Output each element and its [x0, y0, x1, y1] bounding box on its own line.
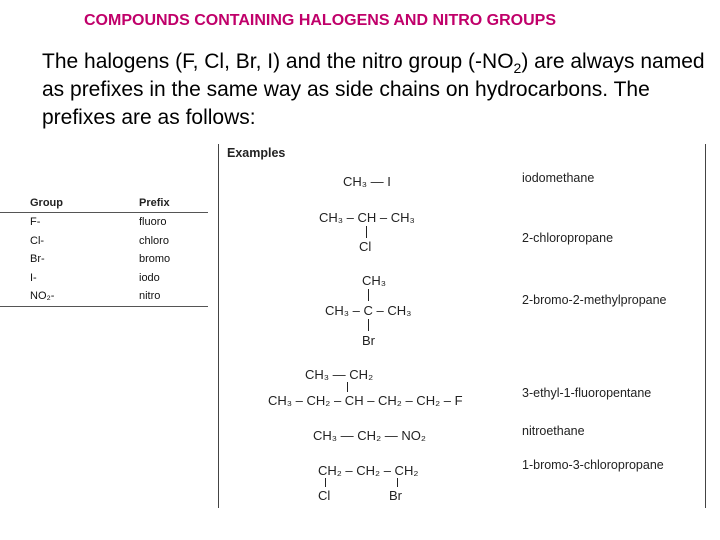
slide-heading: COMPOUNDS CONTAINING HALOGENS AND NITRO GROUPS	[84, 12, 557, 29]
substituent-br: Br	[389, 488, 402, 503]
table-row	[0, 269, 208, 288]
header-group: Group	[30, 197, 63, 209]
substituent-ch3-above: CH₃	[362, 273, 387, 288]
structure-1-bromo-3-chloropropane: CH₂ – CH₂ – CH₂	[318, 463, 419, 478]
row-group: Br-	[30, 253, 45, 265]
compound-name: iodomethane	[522, 171, 595, 185]
compound-name: 1-bromo-3-chloropropane	[522, 458, 664, 472]
examples-title: Examples	[227, 146, 286, 160]
row-group: I-	[30, 271, 37, 284]
row-prefix: chloro	[139, 234, 169, 247]
bond-line	[368, 319, 369, 331]
row-prefix: bromo	[139, 253, 171, 265]
examples-panel	[218, 144, 706, 508]
structure-2-bromo-2-methylpropane: CH₃ – C – CH₃	[325, 303, 412, 318]
row-prefix: iodo	[139, 271, 160, 284]
row-prefix: fluoro	[139, 216, 167, 228]
table-rule-bottom	[0, 306, 208, 307]
table-row	[0, 213, 208, 232]
structure-2-chloropropane: CH₃ – CH – CH₃	[319, 210, 415, 225]
bond-line	[347, 382, 348, 392]
structure-nitroethane: CH₃ — CH₂ — NO₂	[313, 428, 426, 443]
prefix-table	[0, 194, 208, 306]
structure-3-ethyl-1-fluoropentane: CH₃ – CH₂ – CH – CH₂ – CH₂ – F	[268, 393, 463, 408]
row-group: F-	[30, 216, 41, 228]
substituent-cl: Cl	[359, 239, 372, 254]
row-group: NO₂-	[30, 290, 55, 302]
header-prefix: Prefix	[139, 197, 170, 209]
bond-line	[397, 478, 398, 487]
prefix-table-header	[0, 194, 208, 212]
intro-subscript: 2	[513, 60, 522, 77]
table-row	[0, 287, 208, 306]
structure-iodomethane: CH₃ — I	[343, 174, 391, 189]
compound-name: 2-bromo-2-methylpropane	[522, 293, 667, 307]
row-group: Cl-	[30, 234, 45, 247]
intro-text-part1: The halogens (F, Cl, Br, I) and the nitro group (-NO	[42, 50, 514, 73]
compound-name: nitroethane	[522, 424, 585, 438]
compound-name: 3-ethyl-1-fluoropentane	[522, 386, 652, 400]
row-prefix: nitro	[139, 290, 161, 302]
substituent-ethyl: CH₃ — CH₂	[305, 367, 374, 382]
substituent-cl: Cl	[318, 488, 331, 503]
intro-text-part2: ) are always named as prefixes in the same way as side chains on hydrocarbons. The prefixes are as follows:	[42, 50, 705, 129]
bond-line	[325, 478, 326, 487]
bond-line	[368, 289, 369, 301]
compound-name: 2-chloropropane	[522, 231, 614, 245]
table-row	[0, 250, 208, 269]
bond-line	[366, 226, 367, 238]
substituent-br: Br	[362, 333, 375, 348]
table-row	[0, 232, 208, 251]
intro-paragraph	[42, 48, 712, 132]
